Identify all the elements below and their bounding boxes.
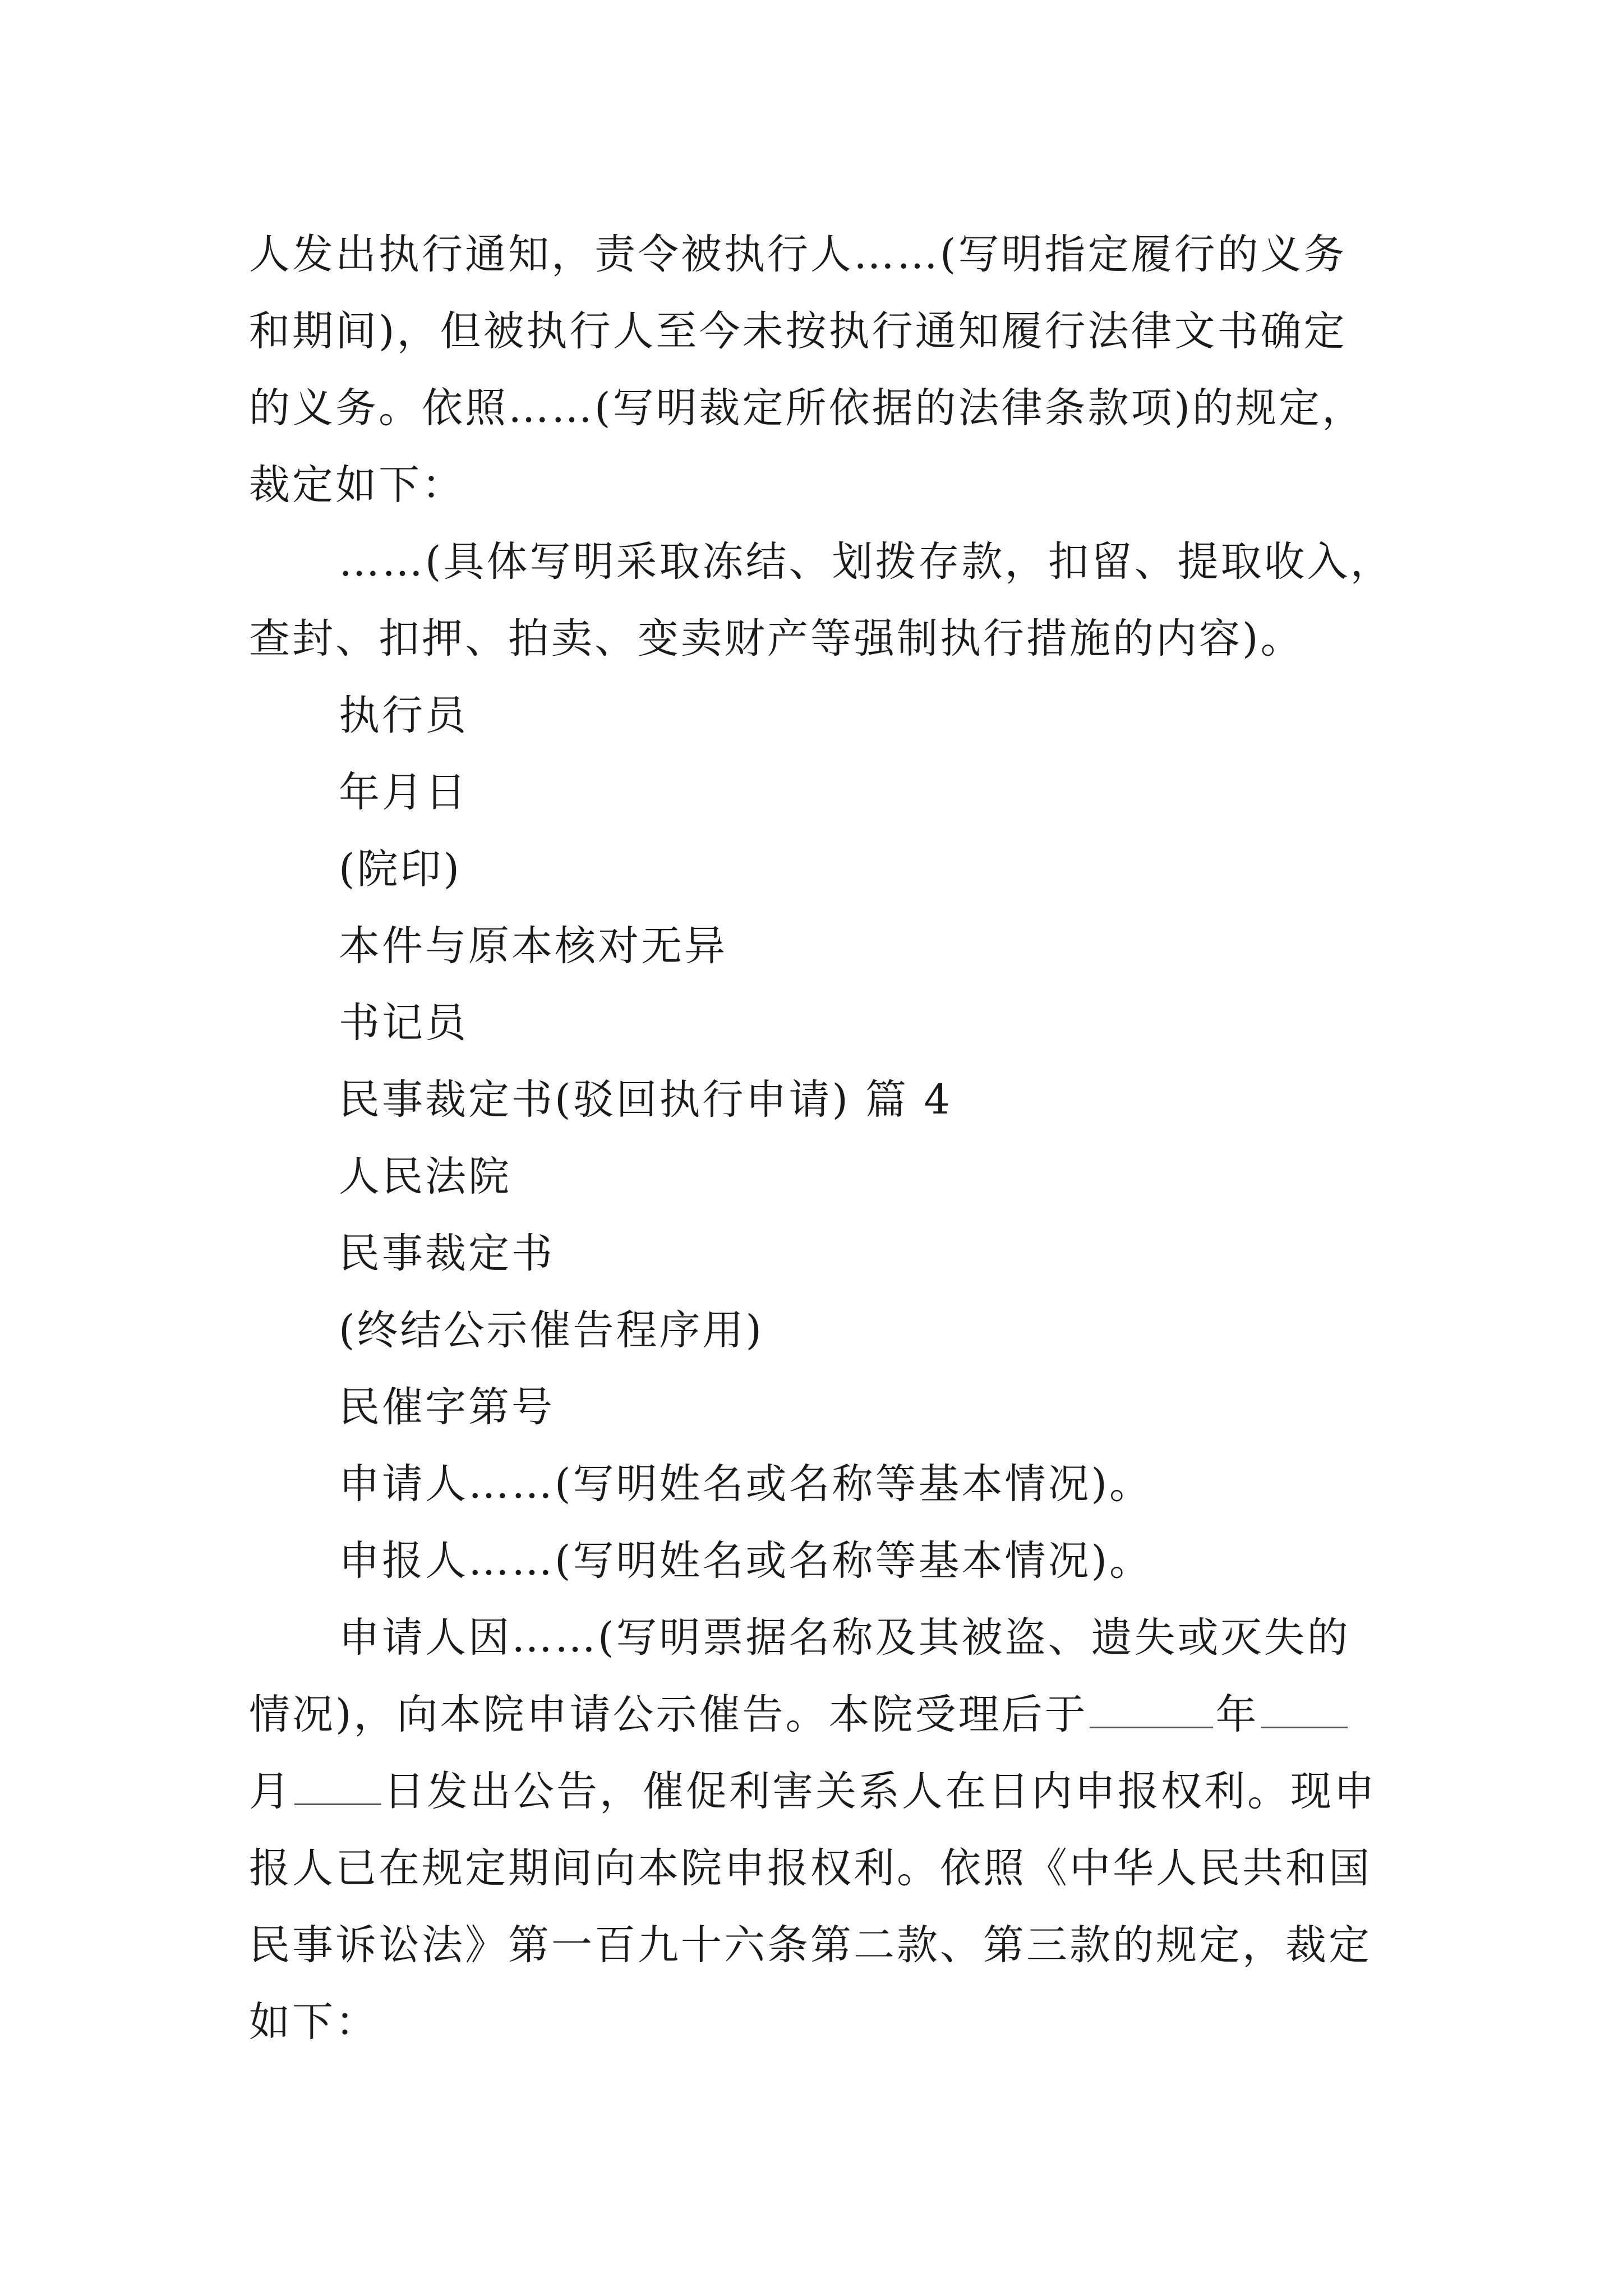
- paragraph-line: 人发出执行通知，责令被执行人……(写明指定履行的义务: [249, 231, 1347, 278]
- line-text: 情况)，向本院申请公示催告。本院受理后于: [249, 1691, 1088, 1738]
- court-name: 人民法院: [339, 1153, 511, 1200]
- line-text: 年: [1215, 1691, 1259, 1738]
- paragraph-line: 申请人因……(写明票据名称及其被盗、遗失或灭失的: [339, 1614, 1350, 1662]
- verification-note: 本件与原本核对无异: [339, 922, 727, 970]
- signature-clerk: 书记员: [339, 999, 468, 1047]
- line-text: 日发出公告，催促利害关系人在日内申报权利。现申: [384, 1768, 1377, 1815]
- date-line: 年月日: [339, 769, 468, 816]
- applicant-line: 申请人……(写明姓名或名称等基本情况)。: [339, 1460, 1152, 1508]
- paragraph-line: 民事诉讼法》第一百九十六条第二款、第三款的规定，裁定: [249, 1921, 1372, 1969]
- paragraph-line: 如下：: [249, 1998, 379, 2046]
- paragraph-line: ……(具体写明采取冻结、划拨存款，扣留、提取收入，: [339, 538, 1394, 586]
- paragraph-line: 查封、扣押、拍卖、变卖财产等强制执行措施的内容)。: [249, 615, 1304, 662]
- line-text: 月: [249, 1768, 292, 1815]
- paragraph-line: 和期间)，但被执行人至今未按执行通知履行法律文书确定: [249, 307, 1347, 355]
- section-title: 民事裁定书(驳回执行申请) 篇 4: [339, 1076, 952, 1124]
- paragraph-line: [249, 1676, 1376, 1753]
- paragraph-line: 裁定如下：: [249, 461, 465, 509]
- document-type: 民事裁定书: [339, 1230, 555, 1277]
- declarant-line: 申报人……(写明姓名或名称等基本情况)。: [339, 1537, 1152, 1585]
- blank-underline: [1261, 1683, 1348, 1728]
- court-seal-note: (院印): [339, 845, 462, 893]
- paragraph-line: 报人已在规定期间向本院申报权利。依照《中华人民共和国: [249, 1844, 1372, 1892]
- paragraph-line: 的义务。依照……(写明裁定所依据的法律条款项)的规定，: [249, 384, 1365, 432]
- blank-underline: [294, 1760, 381, 1805]
- case-number: 民催字第号: [339, 1383, 555, 1431]
- paragraph-line: [249, 1753, 1376, 1830]
- signature-executor: 执行员: [339, 692, 468, 739]
- document-subtitle: (终结公示催告程序用): [339, 1306, 764, 1354]
- document-body: [249, 216, 1394, 2060]
- blank-underline: [1090, 1683, 1213, 1728]
